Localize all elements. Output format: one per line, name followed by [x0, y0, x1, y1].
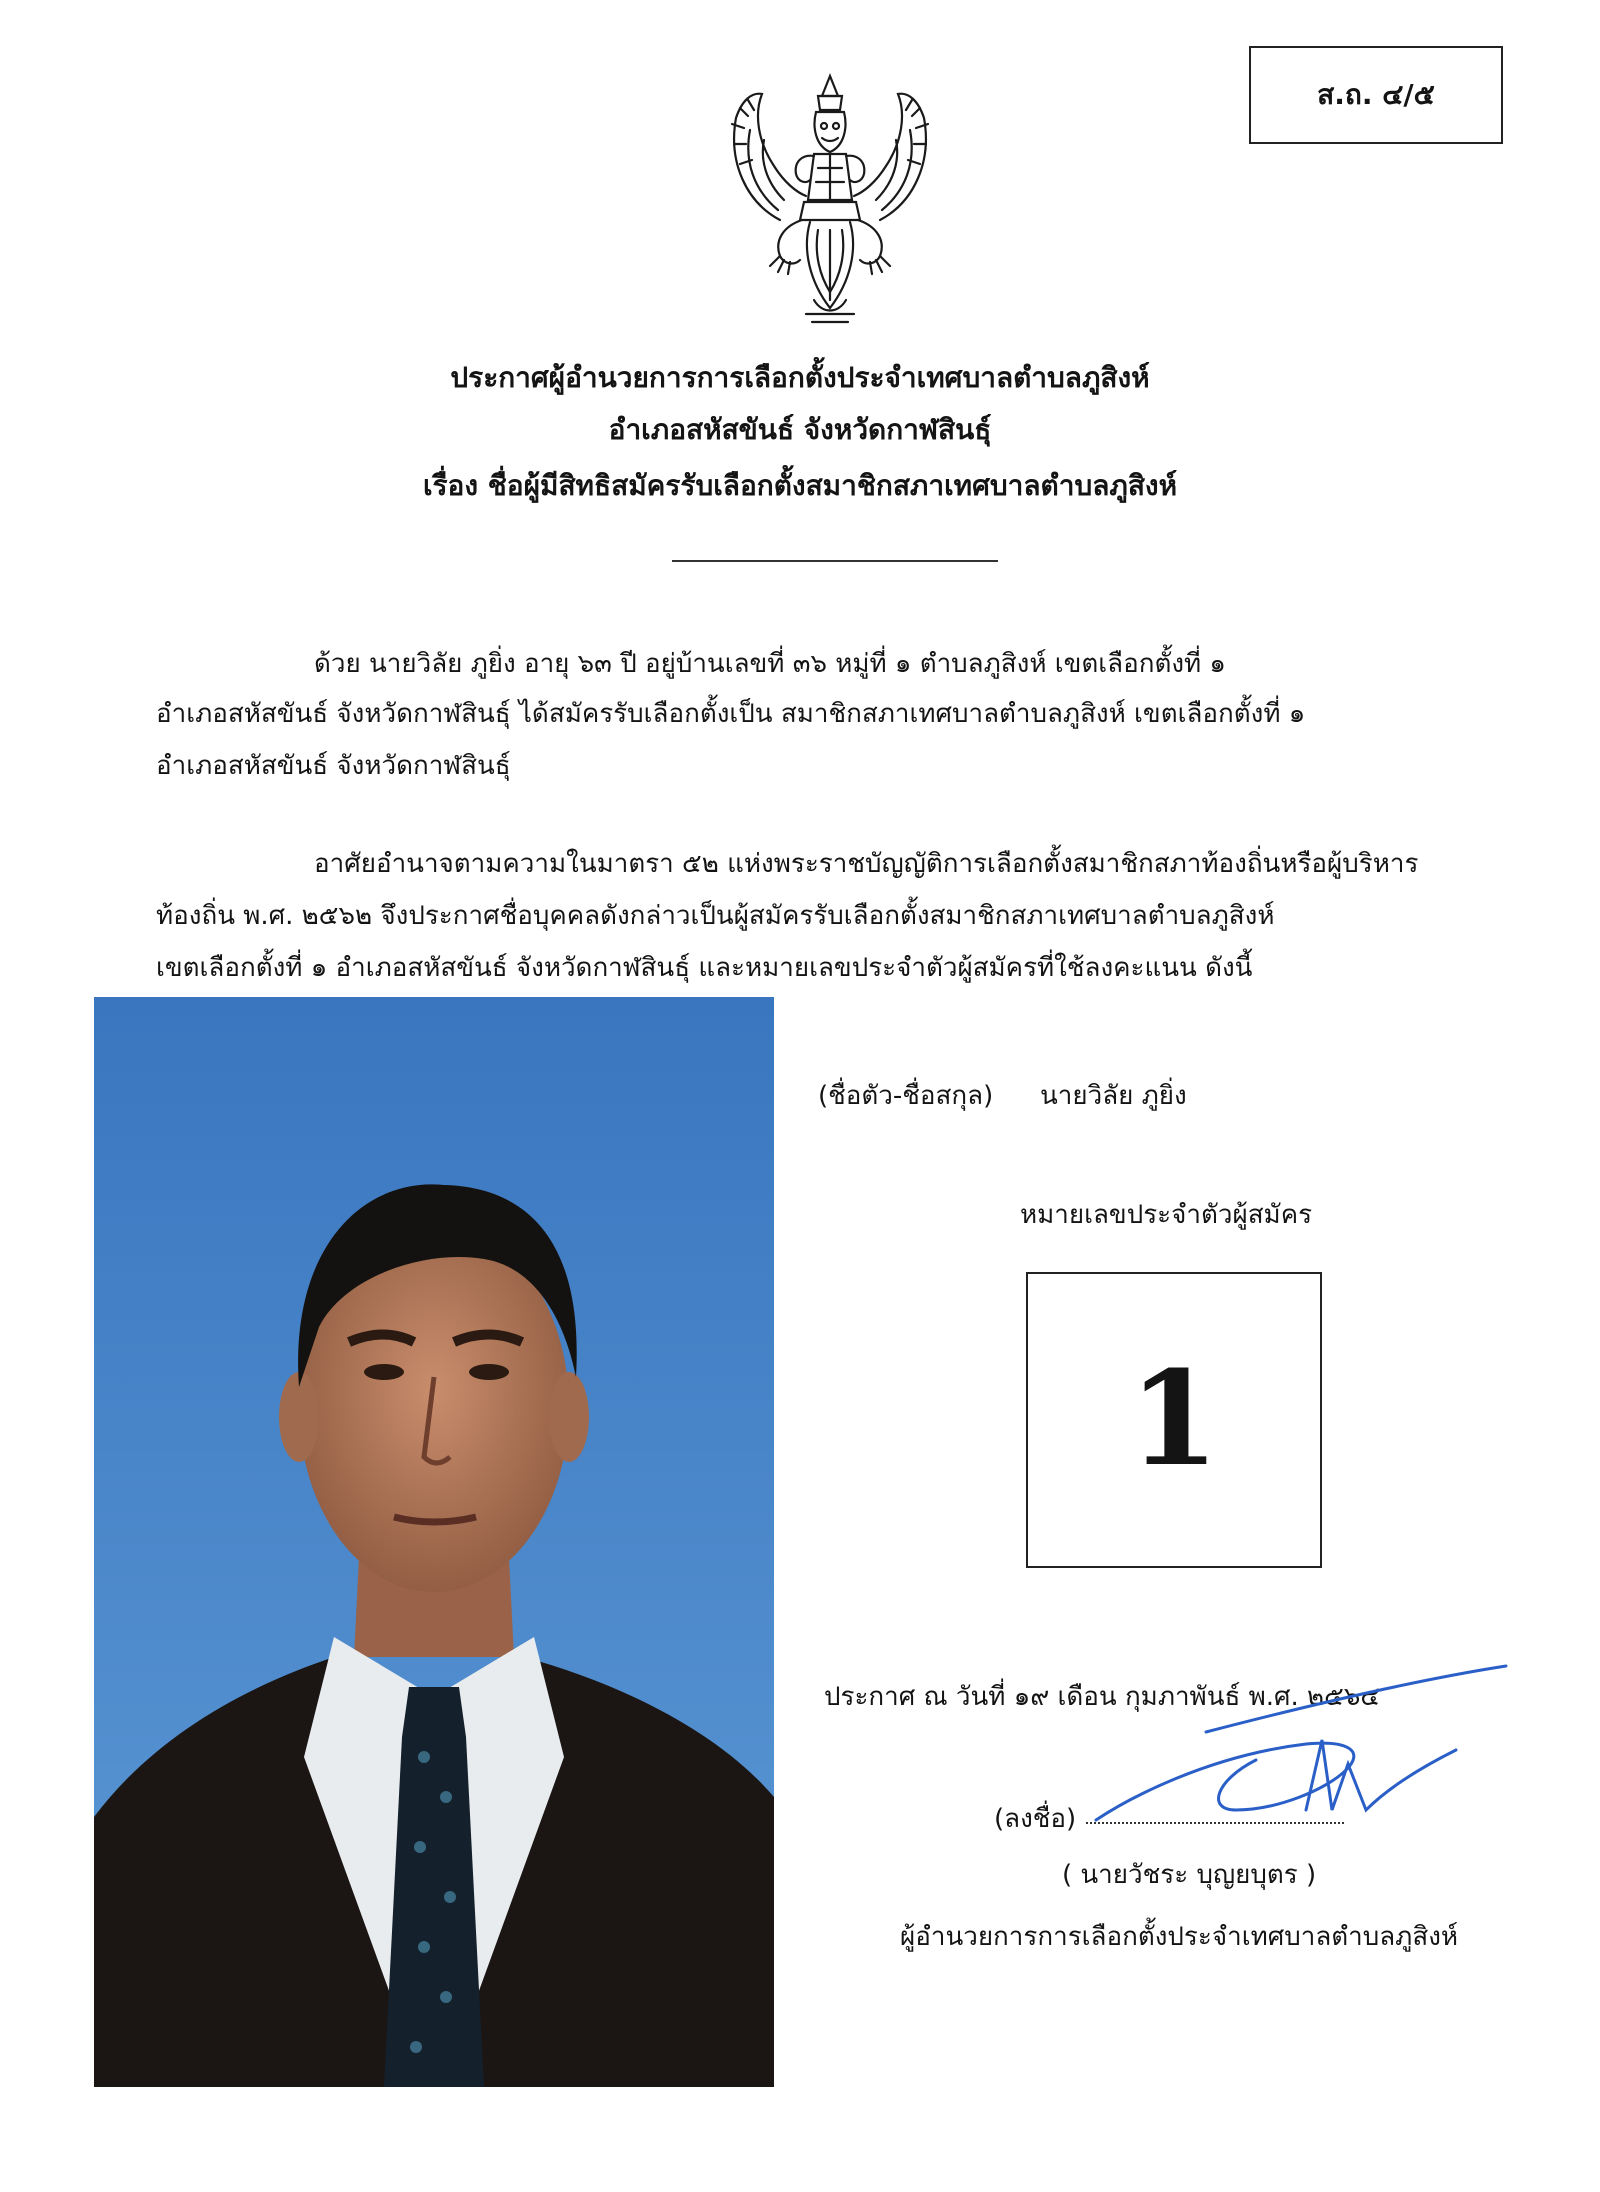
- paragraph-2-line-1: อาศัยอำนาจตามความในมาตรา ๕๒ แห่งพระราชบัญญัติการเลือกตั้งสมาชิกสภาท้องถิ่นหรือผู้บริหาร: [314, 849, 1419, 879]
- signer-name: ( นายวัชระ บุญยบุตร ): [1062, 1860, 1317, 1890]
- header-line-3: เรื่อง ชื่อผู้มีสิทธิสมัครรับเลือกตั้งสมาชิกสภาเทศบาลตำบลภูสิงห์: [422, 469, 1178, 502]
- paragraph-2-line-3: เขตเลือกตั้งที่ ๑ อำเภอสหัสขันธ์ จังหวัดกาฬสินธุ์ และหมายเลขประจำตัวผู้สมัครที่ใช้ลงคะแนน ดังนี้: [156, 953, 1253, 983]
- form-code: ส.ถ. ๔/๕: [1317, 78, 1435, 111]
- candidate-name: นายวิลัย ภูยิ่ง: [1040, 1081, 1187, 1111]
- signature-scribble-icon: [1086, 1660, 1526, 1880]
- paragraph-1-line-2: อำเภอสหัสขันธ์ จังหวัดกาฬสินธุ์ ได้สมัครรับเลือกตั้งเป็น สมาชิกสภาเทศบาลตำบลภูสิงห์ เขตเลือกตั้งที่ ๑: [156, 699, 1306, 729]
- candidate-number-box: [1026, 1272, 1322, 1568]
- announcement-date: ประกาศ ณ วันที่ ๑๙ เดือน กุมภาพันธ์ พ.ศ. ๒๕๖๔: [824, 1682, 1381, 1712]
- sign-label: (ลงชื่อ): [994, 1804, 1077, 1834]
- candidate-photo: [94, 997, 774, 2087]
- name-label: (ชื่อตัว-ชื่อสกุล): [818, 1081, 994, 1111]
- paragraph-1-line-1: ด้วย นายวิลัย ภูยิ่ง อายุ ๖๓ ปี อยู่บ้านเลขที่ ๓๖ หมู่ที่ ๑ ตำบลภูสิงห์ เขตเลือกตั้งที่ ๑: [314, 649, 1226, 679]
- form-code-box: [1249, 46, 1503, 144]
- signer-title: ผู้อำนวยการการเลือกตั้งประจำเทศบาลตำบลภูสิงห์: [900, 1922, 1459, 1952]
- garuda-emblem-icon: [718, 70, 942, 328]
- header-divider: [672, 560, 998, 562]
- header-line-1: ประกาศผู้อำนวยการการเลือกตั้งประจำเทศบาลตำบลภูสิงห์: [450, 361, 1150, 394]
- candidate-number: 1: [1128, 1342, 1220, 1495]
- candidate-number-label: หมายเลขประจำตัวผู้สมัคร: [1020, 1200, 1313, 1230]
- paragraph-1-line-3: อำเภอสหัสขันธ์ จังหวัดกาฬสินธุ์: [156, 751, 511, 781]
- header-line-2: อำเภอสหัสขันธ์ จังหวัดกาฬสินธุ์: [608, 413, 992, 446]
- paragraph-2-line-2: ท้องถิ่น พ.ศ. ๒๕๖๒ จึงประกาศชื่อบุคคลดังกล่าวเป็นผู้สมัครรับเลือกตั้งสมาชิกสภาเทศบาลตำบลภูสิงห์: [156, 901, 1275, 931]
